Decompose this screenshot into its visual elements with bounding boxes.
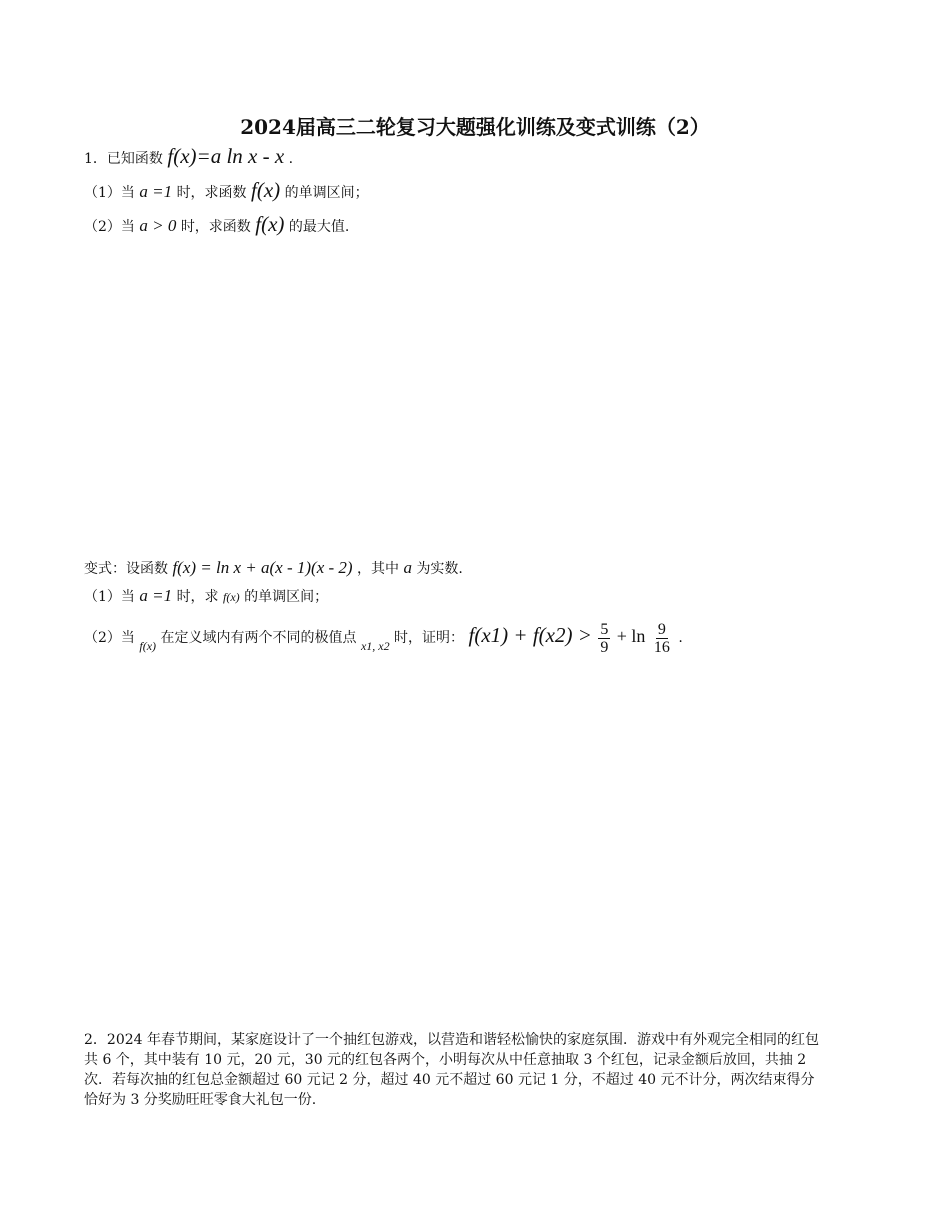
variant-part2 — [84, 620, 683, 656]
q1-part1-suffix: 的单调区间； — [284, 185, 369, 201]
variant-part1 — [84, 586, 328, 607]
page-title: 2024届高三二轮复习大题强化训练及变式训练（2） — [240, 115, 710, 139]
q1-part1-cond: a =1 — [139, 182, 173, 201]
variant-ineq-left: f(x1) + f(x2) > — [468, 623, 592, 647]
variant-part2-points: x1, x2 — [360, 639, 390, 653]
variant-part2-prefix: （2）当 — [84, 630, 135, 646]
q1-formula: f(x)=a ln x - x — [167, 144, 285, 168]
q1-part2 — [84, 214, 349, 237]
q1-part2-cond: a > 0 — [139, 216, 177, 235]
fraction-9-16-numerator: 9 — [657, 620, 666, 638]
q1-part2-mid: 时，求函数 — [180, 219, 251, 235]
q1-part2-suffix: 的最大值. — [288, 219, 350, 235]
variant-part1-f: f(x) — [223, 590, 240, 604]
variant-intro-mid: ，其中 — [357, 561, 400, 577]
q2-text: 2．2024 年春节期间，某家庭设计了一个抽红包游戏，以营造和谐轻松愉快的家庭氛围．游戏中有外观完全相同的红包共 6 个，其中装有 10 元，20 元，30 元的红包各两个，小明每次从中任意抽取 3 个红包，记录金额后放回，共抽 2 次．若每次抽的红包总金额超过 60 元记 2 分，超过 40 元不超过 60 元记 1 分，不超过 40 元不计分，两次结束得分恰好为 3 分奖励旺旺零食大礼包一份. — [84, 1032, 819, 1108]
q1-part1-mid: 时，求函数 — [176, 185, 247, 201]
variant-intro — [84, 558, 463, 579]
fraction-5-9-numerator: 5 — [600, 620, 609, 638]
q1-part2-f: f(x) — [255, 212, 285, 236]
variant-ineq-end: . — [678, 630, 683, 646]
variant-intro-suffix: 为实数. — [416, 561, 463, 577]
variant-part1-cond: a =1 — [139, 586, 173, 605]
variant-part2-mid2: 时，证明： — [394, 630, 465, 646]
variant-part1-mid: 时，求 — [176, 589, 219, 605]
variant-part2-mid: 在定义域内有两个不同的极值点 — [160, 630, 357, 646]
variant-part1-suffix: 的单调区间； — [244, 589, 329, 605]
variant-intro-a: a — [403, 558, 412, 577]
q1-part1 — [84, 180, 369, 203]
q1-intro — [84, 146, 293, 169]
q1-intro-suffix: . — [288, 151, 294, 167]
fraction-9-16 — [652, 621, 672, 656]
q1-intro-prefix: 1．已知函数 — [84, 151, 163, 167]
q1-part1-prefix: （1）当 — [84, 185, 135, 201]
variant-formula: f(x) = ln x + a(x - 1)(x - 2) — [172, 558, 353, 577]
fraction-5-9-denominator: 9 — [600, 638, 609, 656]
fraction-5-9 — [598, 621, 610, 656]
variant-ln: + ln — [616, 626, 646, 646]
fraction-9-16-denominator: 16 — [653, 638, 670, 656]
q1-part1-f: f(x) — [251, 178, 281, 202]
variant-part1-prefix: （1）当 — [84, 589, 135, 605]
variant-intro-prefix: 变式：设函数 — [84, 561, 168, 577]
variant-part2-f: f(x) — [139, 639, 157, 653]
q1-part2-prefix: （2）当 — [84, 219, 135, 235]
